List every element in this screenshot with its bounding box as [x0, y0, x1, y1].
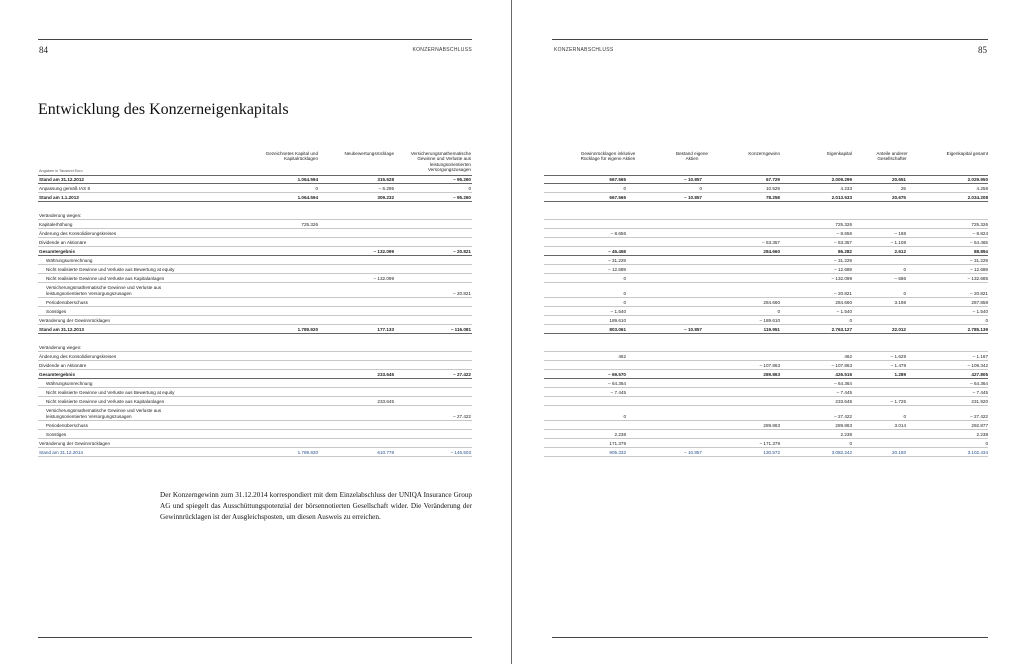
column-header: Konzerngewinn [748, 151, 780, 156]
table-cell: 2.238 [976, 431, 988, 437]
table-cell: 0 [777, 308, 780, 314]
table-cell: 2.612 [894, 248, 906, 254]
table-cell: 233.645 [377, 398, 394, 404]
table-row [544, 211, 988, 220]
table-cell: – 6.295 [378, 185, 394, 191]
row-label-continued: leistungsorientierten Versorgungszusagen [46, 290, 132, 296]
table-row [38, 316, 472, 325]
table-cell: 287.858 [971, 299, 988, 305]
table-row [38, 439, 472, 448]
table-cell: – 95.260 [453, 176, 471, 182]
row-label: Dividende an Aktionäre [39, 362, 87, 368]
table-row [38, 307, 472, 316]
table-cell: – 45.458 [608, 248, 626, 254]
table-cell: – 64.364 [970, 380, 988, 386]
row-label: Gesamtergebnis [39, 248, 75, 254]
table-cell: – 1.479 [890, 362, 906, 368]
top-rule [38, 39, 472, 40]
table-cell: – 132.099 [831, 275, 852, 281]
table-cell: 284.660 [763, 299, 780, 305]
row-label: Periodenüberschuss [46, 422, 88, 428]
table-cell: – 7.445 [972, 389, 988, 395]
table-cell: – 12.689 [608, 266, 626, 272]
table-cell: 2.763.127 [831, 326, 852, 332]
unit-note: Angaben in Tausend Euro [39, 169, 83, 173]
table-cell: 233.645 [377, 371, 394, 377]
table-cell: 25 [900, 185, 906, 191]
table-row [544, 406, 988, 421]
running-head: KONZERNABSCHLUSS [554, 47, 614, 53]
table-cell: – 132.685 [967, 275, 988, 281]
table-cell: 289.863 [835, 422, 852, 428]
table-cell: 2.785.139 [967, 326, 988, 332]
row-label: Veränderung wegen: [39, 344, 82, 350]
table-cell: 88.894 [973, 248, 988, 254]
table-row [544, 361, 988, 370]
table-row [544, 175, 988, 184]
table-cell: – 31.229 [834, 257, 852, 263]
table-cell: – 116.081 [450, 326, 471, 332]
table-cell: – 1.540 [610, 308, 626, 314]
table-row [544, 343, 988, 352]
table-cell: 67.729 [765, 176, 780, 182]
row-label-continued: leistungsorientierten Versorgungszusagen [46, 413, 132, 419]
body-paragraph: Der Konzerngewinn zum 31.12.2014 korrespondiert mit dem Einzelabschluss der UNIQA Insurance Group AG und spiegelt das Ausschüttungspotenzial der börsennotierten Gesellschaft wider. Die Veränderung der Gewinnrücklagen ist der Ausgleichsposten, um diesen Ausweis zu erreichen. [160, 491, 472, 521]
table-row [38, 334, 472, 343]
table-row [38, 448, 472, 457]
table-row [38, 247, 472, 256]
table-cell: 0 [468, 185, 471, 191]
row-label: Veränderung der Gewinnrücklagen [39, 317, 110, 323]
table-cell: – 27.422 [453, 371, 471, 377]
table-row [38, 352, 472, 361]
table-cell: 0 [849, 440, 852, 446]
table-cell: 292.877 [971, 422, 988, 428]
table-cell: – 1.629 [890, 353, 906, 359]
table-cell: 20.675 [891, 194, 906, 200]
row-label: Stand am 31.12.2012 [39, 176, 84, 182]
table-cell: – 1.725 [890, 398, 906, 404]
column-header: Eigenkapital gesamt [946, 151, 988, 156]
table-cell: 462 [844, 353, 852, 359]
row-label: Kapitalerhöhung [39, 221, 73, 227]
row-label: Nicht realisierte Gewinne und Verluste aus Bewertung at equity [46, 389, 175, 395]
table-cell: 2.013.533 [831, 194, 852, 200]
table-row [38, 283, 472, 298]
table-row [38, 265, 472, 274]
table-cell: 667.565 [609, 194, 626, 200]
row-label: Änderung des Konsolidierungskreises [39, 353, 117, 359]
table-cell: 1.789.920 [297, 326, 318, 332]
table-cell: – 107.863 [759, 362, 780, 368]
table-row [38, 193, 472, 202]
table-row [544, 193, 988, 202]
row-label: Anpassung gemäß IAS 8 [39, 185, 91, 191]
table-cell: 4.258 [976, 185, 988, 191]
table-cell: – 20.821 [453, 290, 471, 296]
table-cell: 1.289 [894, 371, 906, 377]
table-cell: – 53.357 [834, 239, 852, 245]
table-cell: 130.572 [763, 449, 780, 455]
table-row [38, 406, 472, 421]
table-cell: – 10.857 [684, 176, 702, 182]
table-row [544, 421, 988, 430]
table-cell: 0 [623, 290, 626, 296]
column-header: Versicherungsmathematische Gewinne und Verluste aus leistungsorientierten Versorgungszusagen [410, 151, 471, 173]
table-cell: – 53.357 [762, 239, 780, 245]
table-row [544, 325, 988, 334]
table-cell: 725.326 [301, 221, 318, 227]
table-cell: – 20.821 [834, 290, 852, 296]
table-cell: 610.778 [377, 449, 394, 455]
table-row [544, 334, 988, 343]
table-row [38, 238, 472, 247]
table-row [38, 220, 472, 229]
table-cell: – 7.445 [610, 389, 626, 395]
running-head: KONZERNABSCHLUSS [412, 47, 472, 53]
table-cell: 233.645 [835, 398, 852, 404]
table-cell: – 31.229 [970, 257, 988, 263]
table-cell: 315.528 [377, 176, 394, 182]
table-row [544, 283, 988, 298]
table-cell: – 109.342 [967, 362, 988, 368]
table-cell: 309.232 [377, 194, 394, 200]
table-cell: 2.009.299 [831, 176, 852, 182]
table-cell: 2.238 [614, 431, 626, 437]
table-row [38, 397, 472, 406]
table-cell: – 1.540 [972, 308, 988, 314]
table-cell: 22.012 [891, 326, 906, 332]
table-cell: 0 [903, 266, 906, 272]
table-cell: – 586 [894, 275, 906, 281]
table-row [544, 265, 988, 274]
table-cell: 0 [985, 317, 988, 323]
table-cell: – 12.689 [834, 266, 852, 272]
table-cell: – 64.364 [608, 380, 626, 386]
row-label: Währungsumrechnung [46, 257, 93, 263]
table-row [544, 388, 988, 397]
table-row [544, 184, 988, 193]
page-number: 85 [978, 45, 987, 55]
table-row [544, 274, 988, 283]
row-label: Änderung des Konsolidierungskreises [39, 230, 117, 236]
table-cell: 0 [903, 290, 906, 296]
table-row [544, 352, 988, 361]
table-cell: 427.805 [971, 371, 988, 377]
table-cell: 2.029.950 [967, 176, 988, 182]
table-cell: 725.326 [835, 221, 852, 227]
table-cell: – 8.656 [610, 230, 626, 236]
table-cell: 10.529 [765, 185, 780, 191]
table-cell: 86.282 [837, 248, 852, 254]
table-cell: – 8.656 [836, 230, 852, 236]
table-row [38, 361, 472, 370]
table-cell: 4.233 [840, 185, 852, 191]
page-title: Entwicklung des Konzerneigenkapitals [38, 101, 289, 118]
table-row [38, 325, 472, 334]
table-cell: – 10.857 [684, 194, 702, 200]
row-label: Veränderung wegen: [39, 212, 82, 218]
table-row [38, 370, 472, 379]
table-cell: – 31.229 [608, 257, 626, 263]
table-row [38, 379, 472, 388]
table-row [544, 370, 988, 379]
right-page [512, 0, 1024, 664]
table-row [544, 430, 988, 439]
row-label: Versicherungsmathematische Gewinne und Verluste aus [46, 285, 162, 290]
table-cell: – 64.364 [834, 380, 852, 386]
table-cell: – 107.863 [831, 362, 852, 368]
table-cell: 78.258 [765, 194, 780, 200]
row-label: Gesamtergebnis [39, 371, 75, 377]
table-row [544, 229, 988, 238]
table-cell: 803.061 [609, 326, 626, 332]
table-cell: 284.660 [763, 248, 780, 254]
table-cell: – 189.610 [759, 317, 780, 323]
table-cell: – 10.857 [684, 449, 702, 455]
table-cell: 2.034.208 [967, 194, 988, 200]
table-cell: – 132.099 [373, 275, 394, 281]
table-cell: 231.920 [971, 398, 988, 404]
table-cell: – 95.260 [453, 194, 471, 200]
table-cell: – 145.503 [450, 449, 471, 455]
table-cell: 20.193 [891, 449, 906, 455]
table-cell: – 20.821 [970, 290, 988, 296]
table-cell: 171.379 [609, 440, 626, 446]
table-row [544, 448, 988, 457]
table-cell: 0 [903, 413, 906, 419]
table-cell: 3.198 [894, 299, 906, 305]
page-number: 84 [39, 45, 48, 55]
table-cell: – 27.422 [453, 413, 471, 419]
table-cell: – 8.824 [972, 230, 988, 236]
table-cell: – 7.445 [836, 389, 852, 395]
table-cell: 462 [618, 353, 626, 359]
column-header: Bestand eigene Aktien [676, 151, 708, 162]
row-label: Nicht realisierte Gewinne und Verluste aus Kapitalanlagen [46, 275, 165, 281]
table-row [544, 397, 988, 406]
table-row [544, 379, 988, 388]
table-row [544, 298, 988, 307]
table-cell: 3.014 [894, 422, 906, 428]
bottom-rule [38, 637, 472, 638]
table-cell: 426.516 [835, 371, 852, 377]
row-label: Periodenüberschuss [46, 299, 88, 305]
table-row [544, 439, 988, 448]
row-label: Versicherungsmathematische Gewinne und Verluste aus [46, 408, 162, 413]
table-row [38, 274, 472, 283]
table-row [38, 175, 472, 184]
table-cell: – 1.108 [890, 239, 906, 245]
table-cell: 667.565 [609, 176, 626, 182]
table-cell: 0 [699, 185, 702, 191]
table-row [38, 421, 472, 430]
top-rule [552, 39, 988, 40]
table-row [544, 238, 988, 247]
table-cell: 1.064.594 [297, 194, 318, 200]
table-row [544, 307, 988, 316]
table-row [38, 388, 472, 397]
row-label: Währungsumrechnung [46, 380, 93, 386]
table-row [38, 430, 472, 439]
row-label: Stand am 31.12.2014 [39, 449, 83, 455]
table-cell: 0 [623, 299, 626, 305]
table-cell: – 132.099 [373, 248, 394, 254]
table-cell: 0 [623, 185, 626, 191]
column-header: Anteile anderer Gesellschafter [876, 151, 908, 162]
row-label: Stand am 1.1.2013 [39, 194, 79, 200]
table-row [38, 202, 472, 211]
table-cell: – 171.379 [759, 440, 780, 446]
table-cell: – 10.857 [684, 326, 702, 332]
table-row [38, 229, 472, 238]
table-cell: 905.332 [609, 449, 626, 455]
table-cell: 0 [623, 275, 626, 281]
table-cell: – 20.821 [453, 248, 471, 254]
column-header: Eigenkapital [826, 151, 852, 156]
table-cell: 289.863 [763, 422, 780, 428]
row-label: Sonstiges [46, 431, 67, 437]
column-header: Gewinnrücklagen inklusive Rücklage für eigene Aktien [580, 151, 636, 162]
column-header: Neubewertungsrücklage [344, 151, 394, 156]
table-row [544, 256, 988, 265]
row-label: Stand am 31.12.2013 [39, 326, 84, 332]
table-cell: 3.102.434 [967, 449, 988, 455]
table-cell: – 54.465 [970, 239, 988, 245]
table-row [544, 316, 988, 325]
table-cell: – 1.540 [836, 308, 852, 314]
table-cell: – 1.167 [972, 353, 988, 359]
table-cell: 725.326 [971, 221, 988, 227]
table-cell: – 69.570 [608, 371, 626, 377]
table-row [544, 220, 988, 229]
table-cell: 284.660 [835, 299, 852, 305]
table-cell: 0 [315, 185, 318, 191]
table-cell: 189.610 [609, 317, 626, 323]
table-cell: – 168 [894, 230, 906, 236]
table-cell: 3.082.242 [831, 449, 852, 455]
table-cell: 119.951 [763, 326, 780, 332]
table-cell: 289.863 [763, 371, 780, 377]
table-row [38, 343, 472, 352]
row-label: Sonstiges [46, 308, 67, 314]
table-cell: 20.651 [891, 176, 906, 182]
table-row [38, 184, 472, 193]
row-label: Dividende an Aktionäre [39, 239, 87, 245]
table-row [38, 256, 472, 265]
table-cell: – 27.422 [970, 413, 988, 419]
table-cell: 0 [623, 413, 626, 419]
row-label: Nicht realisierte Gewinne und Verluste aus Kapitalanlagen [46, 398, 165, 404]
table-row [544, 247, 988, 256]
table-row [544, 202, 988, 211]
table-cell: 1.064.594 [297, 176, 318, 182]
row-label: Veränderung der Gewinnrücklagen [39, 440, 110, 446]
row-label: Nicht realisierte Gewinne und Verluste aus Bewertung at equity [46, 266, 175, 272]
table-cell: 0 [985, 440, 988, 446]
column-header: Gezeichnetes Kapital und Kapitalrücklagen [265, 151, 318, 162]
table-cell: 177.133 [377, 326, 394, 332]
table-cell: 0 [849, 317, 852, 323]
bottom-rule [552, 637, 988, 638]
table-cell: 1.789.920 [297, 449, 318, 455]
table-cell: – 27.422 [834, 413, 852, 419]
table-cell: 2.238 [840, 431, 852, 437]
table-cell: – 12.689 [970, 266, 988, 272]
table-row [38, 211, 472, 220]
table-row [38, 298, 472, 307]
